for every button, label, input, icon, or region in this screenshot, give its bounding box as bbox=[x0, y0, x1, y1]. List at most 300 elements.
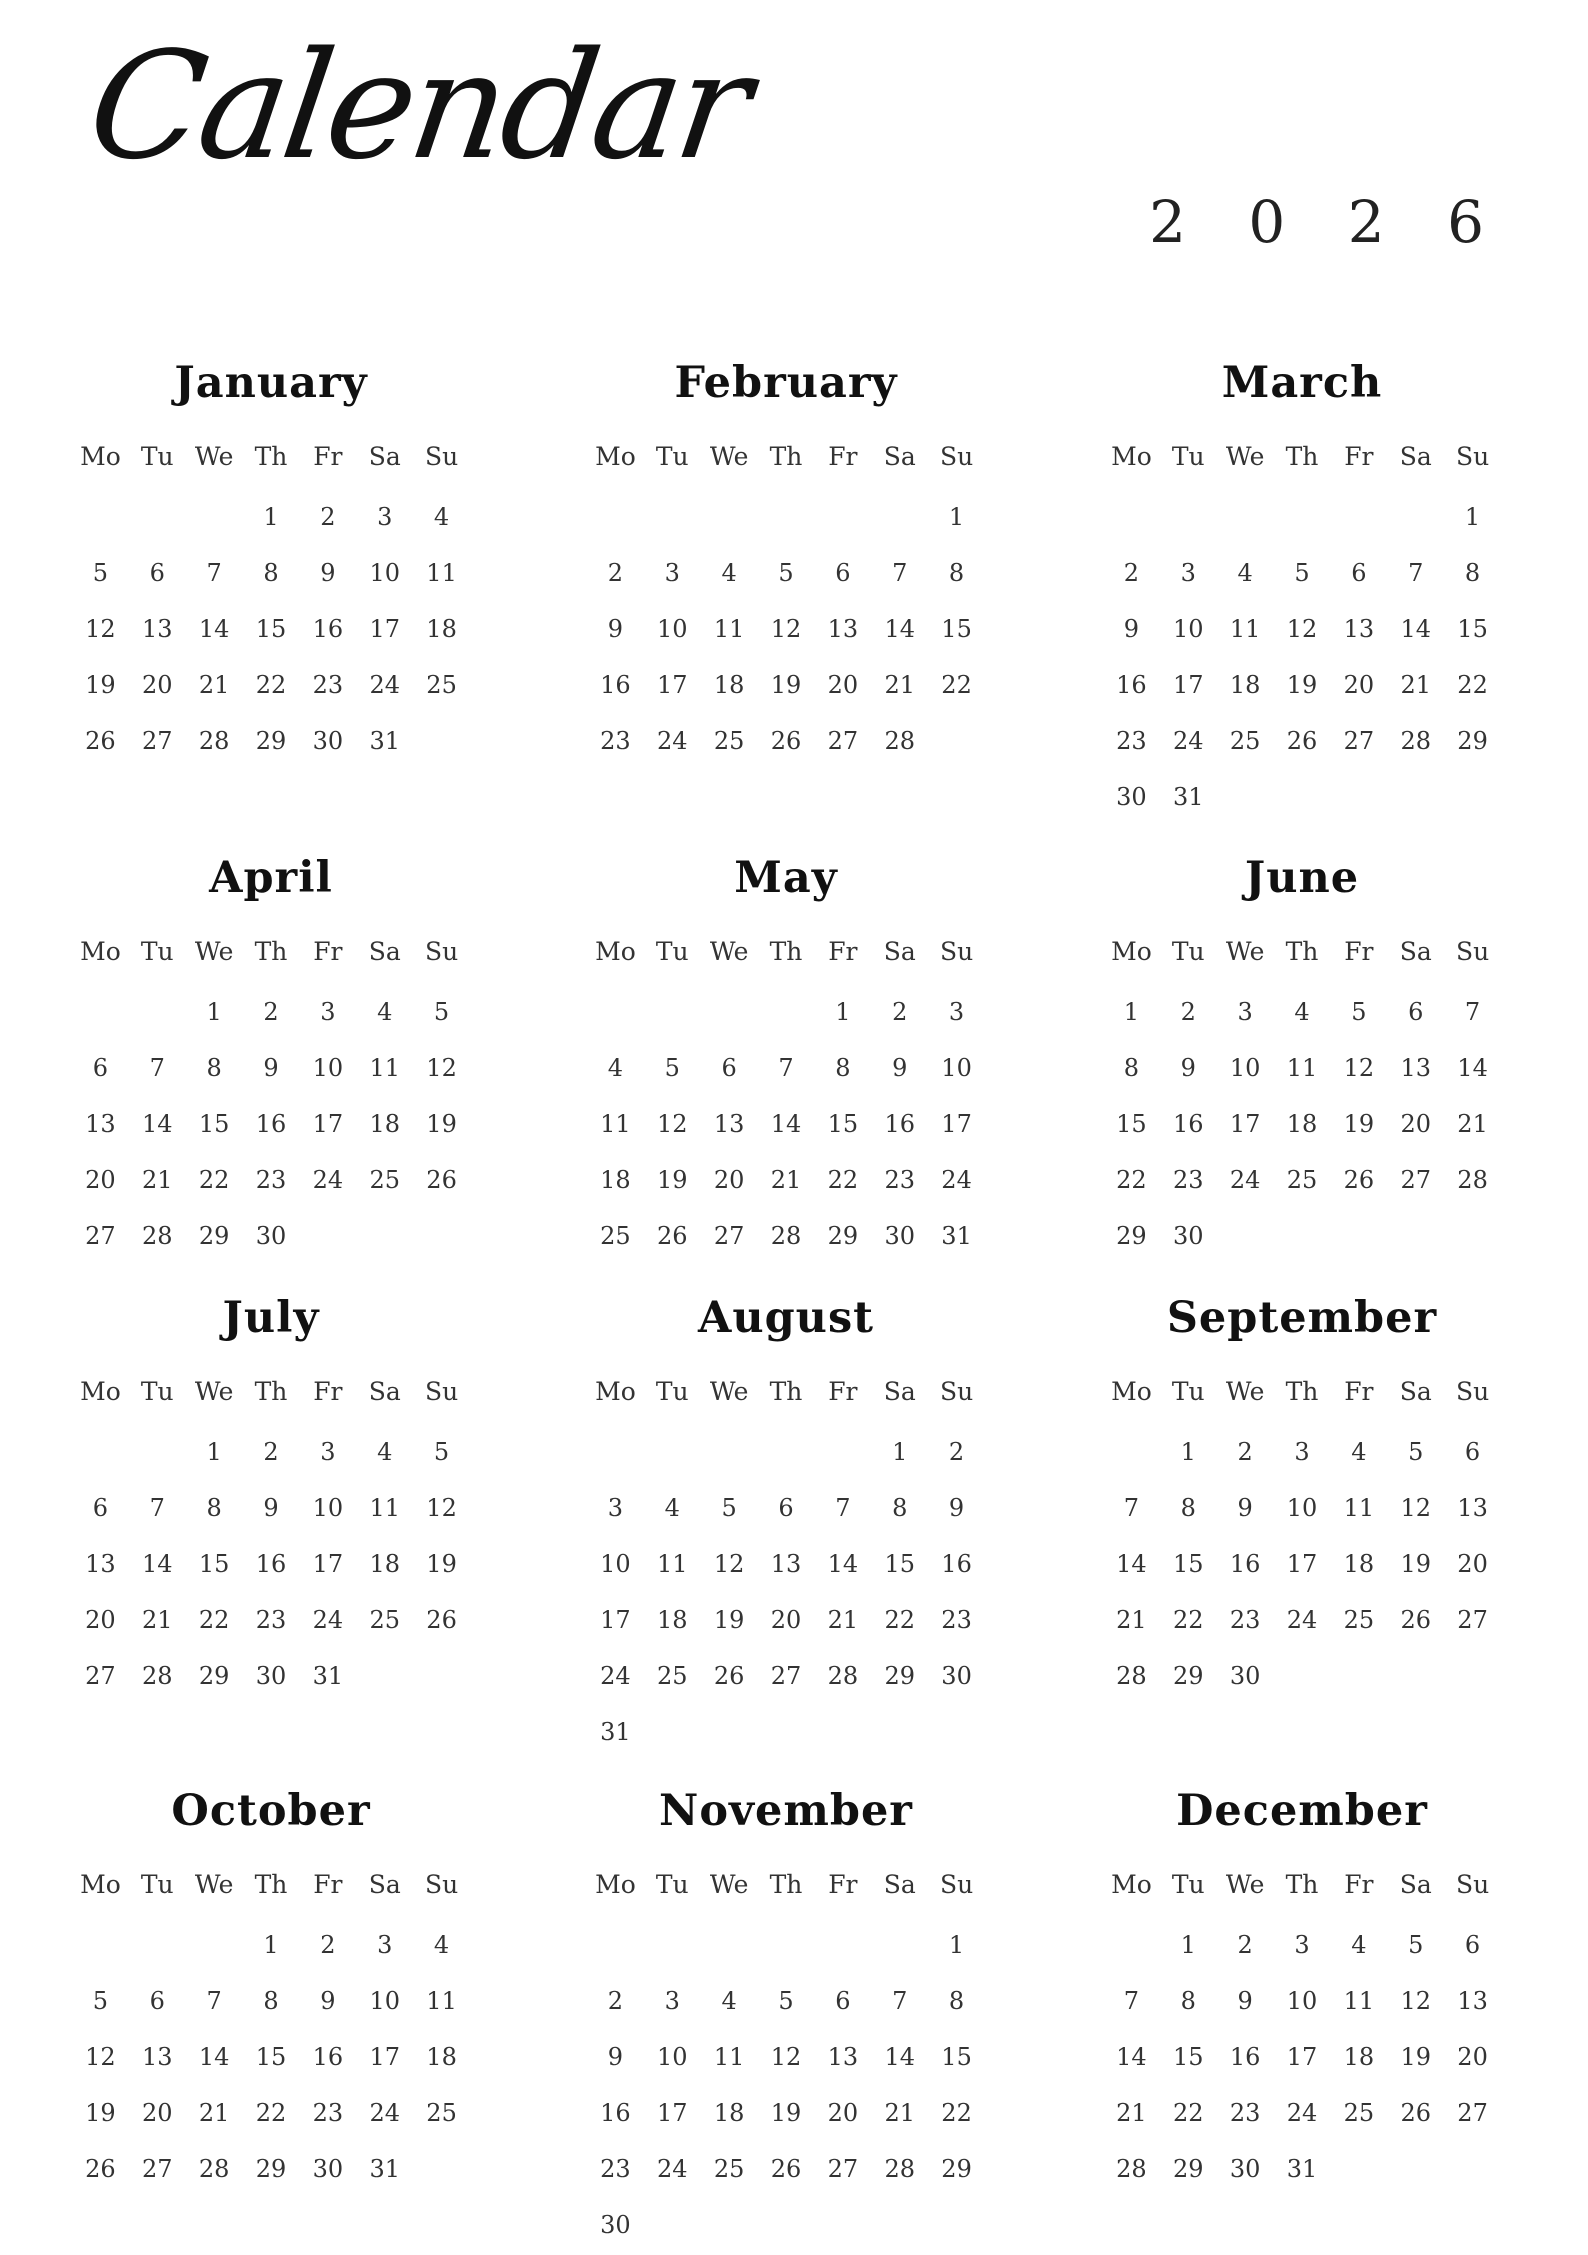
day-cell: 2 bbox=[607, 559, 624, 587]
day-cell: 3 bbox=[1180, 559, 1196, 587]
day-cell: 23 bbox=[600, 727, 631, 755]
day-cell: 29 bbox=[1116, 1222, 1147, 1250]
weekday-label: Mo bbox=[1111, 1870, 1152, 1899]
weekday-label: Sa bbox=[1399, 937, 1432, 966]
day-cell: 6 bbox=[835, 1987, 851, 2015]
day-cell: 2 bbox=[320, 503, 336, 531]
day-empty bbox=[758, 1424, 815, 1480]
day-cell: 4 bbox=[721, 1987, 737, 2015]
month-january bbox=[72, 355, 470, 769]
day-cell: 14 bbox=[198, 615, 230, 643]
day-grid bbox=[72, 1917, 470, 2197]
day-cell: 7 bbox=[149, 1054, 165, 1082]
day-cell: 19 bbox=[1400, 1550, 1431, 1578]
day-cell: 30 bbox=[312, 2155, 344, 2183]
day-empty bbox=[1103, 1917, 1160, 1973]
weekday-label: Th bbox=[1285, 1870, 1319, 1899]
day-cell: 22 bbox=[827, 1166, 859, 1194]
day-cell: 20 bbox=[1457, 1550, 1488, 1578]
weekday-label: We bbox=[194, 1870, 234, 1899]
day-cell: 23 bbox=[1229, 1606, 1261, 1634]
weekday-label: Mo bbox=[80, 1870, 121, 1899]
day-cell: 8 bbox=[892, 1494, 908, 1522]
day-cell: 26 bbox=[85, 727, 116, 755]
day-cell: 1 bbox=[206, 998, 222, 1026]
day-cell: 4 bbox=[607, 1054, 624, 1082]
day-empty bbox=[587, 489, 644, 545]
day-empty bbox=[129, 1424, 186, 1480]
day-cell: 20 bbox=[1400, 1110, 1431, 1138]
day-cell: 3 bbox=[320, 1438, 336, 1466]
day-cell: 4 bbox=[721, 559, 737, 587]
day-grid bbox=[587, 984, 985, 1264]
weekday-label: We bbox=[1225, 937, 1265, 966]
day-grid bbox=[587, 1917, 985, 2253]
day-cell: 11 bbox=[426, 1987, 457, 2015]
day-cell: 26 bbox=[657, 1222, 688, 1250]
day-cell: 30 bbox=[255, 1662, 287, 1690]
day-cell: 9 bbox=[320, 1987, 336, 2015]
weekday-label: Sa bbox=[368, 1377, 401, 1406]
day-cell: 25 bbox=[1229, 727, 1261, 755]
day-cell: 11 bbox=[1229, 615, 1261, 643]
month-name: December bbox=[1176, 1786, 1428, 1836]
day-cell: 5 bbox=[1351, 998, 1367, 1026]
month-september bbox=[1103, 1290, 1501, 1704]
weekday-label: Fr bbox=[828, 937, 858, 966]
day-cell: 24 bbox=[312, 1606, 344, 1634]
day-cell: 28 bbox=[198, 727, 230, 755]
day-cell: 13 bbox=[713, 1110, 745, 1138]
day-cell: 28 bbox=[884, 2155, 915, 2183]
weekday-label: Mo bbox=[595, 1870, 636, 1899]
day-cell: 4 bbox=[1351, 1931, 1367, 1959]
day-cell: 11 bbox=[657, 1550, 688, 1578]
day-cell: 4 bbox=[1351, 1438, 1367, 1466]
weekday-label: Th bbox=[1285, 442, 1319, 471]
day-cell: 7 bbox=[206, 1987, 222, 2015]
weekday-label: Fr bbox=[313, 937, 343, 966]
day-cell: 1 bbox=[263, 503, 279, 531]
weekday-label: Su bbox=[424, 442, 459, 471]
day-empty bbox=[1103, 489, 1160, 545]
weekday-header bbox=[72, 930, 470, 974]
day-cell: 14 bbox=[884, 2043, 915, 2071]
weekday-header bbox=[1103, 930, 1501, 974]
day-cell: 7 bbox=[1123, 1987, 1140, 2015]
day-cell: 6 bbox=[1351, 559, 1367, 587]
day-cell: 13 bbox=[1343, 615, 1375, 643]
day-cell: 21 bbox=[142, 1166, 173, 1194]
day-cell: 16 bbox=[1229, 2043, 1261, 2071]
day-cell: 13 bbox=[827, 615, 859, 643]
day-cell: 4 bbox=[377, 1438, 393, 1466]
day-cell: 5 bbox=[1408, 1931, 1424, 1959]
day-empty bbox=[814, 1917, 871, 1973]
weekday-label: Sa bbox=[368, 1870, 401, 1899]
day-cell: 14 bbox=[1116, 1550, 1147, 1578]
day-cell: 18 bbox=[713, 671, 745, 699]
day-cell: 20 bbox=[1457, 2043, 1488, 2071]
day-cell: 11 bbox=[713, 2043, 745, 2071]
day-empty bbox=[758, 1917, 815, 1973]
day-grid bbox=[1103, 1424, 1501, 1704]
day-cell: 2 bbox=[607, 1987, 624, 2015]
weekday-label: Tu bbox=[655, 1870, 689, 1899]
day-cell: 1 bbox=[1180, 1438, 1196, 1466]
weekday-label: Fr bbox=[313, 442, 343, 471]
day-cell: 29 bbox=[1173, 1662, 1204, 1690]
day-cell: 5 bbox=[433, 998, 450, 1026]
month-name: September bbox=[1166, 1293, 1438, 1343]
day-cell: 16 bbox=[312, 615, 344, 643]
day-cell: 2 bbox=[1180, 998, 1196, 1026]
day-cell: 11 bbox=[369, 1054, 400, 1082]
day-cell: 13 bbox=[1457, 1494, 1488, 1522]
day-cell: 5 bbox=[1294, 559, 1310, 587]
weekday-label: We bbox=[194, 1377, 234, 1406]
day-cell: 12 bbox=[85, 615, 116, 643]
day-cell: 11 bbox=[1343, 1494, 1375, 1522]
day-cell: 10 bbox=[657, 2043, 688, 2071]
day-empty bbox=[814, 489, 871, 545]
weekday-label: Fr bbox=[828, 1377, 858, 1406]
day-empty bbox=[129, 489, 186, 545]
day-cell: 17 bbox=[941, 1110, 972, 1138]
day-cell: 22 bbox=[198, 1606, 230, 1634]
day-cell: 3 bbox=[607, 1494, 624, 1522]
day-cell: 8 bbox=[263, 559, 279, 587]
day-cell: 1 bbox=[948, 1931, 965, 1959]
weekday-label: We bbox=[1225, 442, 1265, 471]
day-cell: 18 bbox=[369, 1550, 400, 1578]
day-cell: 6 bbox=[778, 1494, 794, 1522]
day-cell: 26 bbox=[85, 2155, 116, 2183]
day-cell: 3 bbox=[377, 503, 393, 531]
day-cell: 5 bbox=[92, 1987, 109, 2015]
day-cell: 12 bbox=[426, 1054, 457, 1082]
day-cell: 6 bbox=[835, 559, 851, 587]
day-cell: 30 bbox=[1229, 2155, 1261, 2183]
day-cell: 18 bbox=[600, 1166, 631, 1194]
day-cell: 9 bbox=[263, 1494, 279, 1522]
day-cell: 10 bbox=[941, 1054, 972, 1082]
day-cell: 15 bbox=[941, 2043, 972, 2071]
day-cell: 9 bbox=[320, 559, 336, 587]
weekday-label: Su bbox=[939, 1870, 974, 1899]
weekday-label: Mo bbox=[1111, 1377, 1152, 1406]
day-cell: 31 bbox=[369, 727, 400, 755]
day-cell: 5 bbox=[664, 1054, 680, 1082]
weekday-label: Fr bbox=[313, 1377, 343, 1406]
day-cell: 3 bbox=[1294, 1931, 1310, 1959]
day-cell: 23 bbox=[312, 2099, 344, 2127]
day-cell: 30 bbox=[1173, 1222, 1204, 1250]
day-cell: 22 bbox=[1116, 1166, 1147, 1194]
weekday-label: Mo bbox=[595, 937, 636, 966]
day-cell: 8 bbox=[1123, 1054, 1140, 1082]
weekday-label: We bbox=[709, 1870, 749, 1899]
weekday-label: Su bbox=[939, 1377, 974, 1406]
day-cell: 15 bbox=[884, 1550, 915, 1578]
day-cell: 8 bbox=[1180, 1987, 1196, 2015]
month-july bbox=[72, 1290, 470, 1704]
day-grid bbox=[1103, 1917, 1501, 2197]
day-empty bbox=[1330, 489, 1387, 545]
day-cell: 31 bbox=[1286, 2155, 1318, 2183]
day-cell: 26 bbox=[1400, 2099, 1431, 2127]
day-cell: 1 bbox=[1180, 1931, 1196, 1959]
day-cell: 12 bbox=[770, 2043, 802, 2071]
day-cell: 31 bbox=[369, 2155, 400, 2183]
day-cell: 23 bbox=[884, 1166, 915, 1194]
weekday-label: Tu bbox=[140, 1870, 174, 1899]
day-empty bbox=[186, 1917, 243, 1973]
weekday-label: Tu bbox=[655, 1377, 689, 1406]
day-cell: 11 bbox=[369, 1494, 400, 1522]
day-cell: 28 bbox=[142, 1662, 173, 1690]
weekday-label: Fr bbox=[313, 1870, 343, 1899]
weekday-label: Mo bbox=[80, 442, 121, 471]
day-cell: 3 bbox=[1237, 998, 1253, 1026]
month-march bbox=[1103, 355, 1501, 825]
weekday-label: Su bbox=[1455, 1377, 1490, 1406]
day-grid bbox=[1103, 489, 1501, 825]
day-cell: 25 bbox=[713, 2155, 745, 2183]
day-cell: 26 bbox=[1400, 1606, 1431, 1634]
month-may bbox=[587, 850, 985, 1264]
day-cell: 19 bbox=[713, 1606, 745, 1634]
day-cell: 22 bbox=[884, 1606, 915, 1634]
day-cell: 1 bbox=[263, 1931, 279, 1959]
month-name: July bbox=[222, 1293, 320, 1343]
day-cell: 29 bbox=[941, 2155, 972, 2183]
day-cell: 10 bbox=[312, 1054, 344, 1082]
day-cell: 12 bbox=[1400, 1494, 1431, 1522]
day-cell: 13 bbox=[142, 2043, 173, 2071]
day-cell: 11 bbox=[426, 559, 457, 587]
day-cell: 27 bbox=[770, 1662, 802, 1690]
day-cell: 4 bbox=[433, 1931, 450, 1959]
day-empty bbox=[72, 1917, 129, 1973]
day-cell: 31 bbox=[600, 1718, 631, 1746]
weekday-label: Tu bbox=[1171, 1377, 1205, 1406]
day-cell: 3 bbox=[377, 1931, 393, 1959]
day-cell: 24 bbox=[941, 1166, 972, 1194]
day-cell: 21 bbox=[827, 1606, 859, 1634]
day-cell: 23 bbox=[600, 2155, 631, 2183]
day-cell: 26 bbox=[713, 1662, 745, 1690]
day-cell: 30 bbox=[600, 2211, 631, 2239]
day-cell: 19 bbox=[426, 1110, 457, 1138]
day-cell: 9 bbox=[1180, 1054, 1196, 1082]
day-cell: 8 bbox=[263, 1987, 279, 2015]
day-cell: 22 bbox=[1457, 671, 1488, 699]
day-cell: 4 bbox=[1237, 559, 1253, 587]
day-cell: 6 bbox=[1464, 1438, 1481, 1466]
weekday-label: Su bbox=[939, 937, 974, 966]
day-cell: 9 bbox=[1237, 1987, 1253, 2015]
day-empty bbox=[1387, 489, 1444, 545]
day-cell: 29 bbox=[1457, 727, 1488, 755]
day-cell: 24 bbox=[369, 2099, 400, 2127]
month-november bbox=[587, 1783, 985, 2253]
day-cell: 2 bbox=[263, 1438, 279, 1466]
day-cell: 8 bbox=[835, 1054, 851, 1082]
day-cell: 9 bbox=[263, 1054, 279, 1082]
day-cell: 22 bbox=[1173, 1606, 1204, 1634]
day-cell: 31 bbox=[312, 1662, 344, 1690]
day-cell: 16 bbox=[941, 1550, 972, 1578]
day-cell: 9 bbox=[892, 1054, 908, 1082]
weekday-label: Th bbox=[254, 442, 288, 471]
day-cell: 3 bbox=[664, 559, 680, 587]
day-cell: 25 bbox=[426, 2099, 457, 2127]
day-grid bbox=[72, 984, 470, 1264]
day-cell: 13 bbox=[770, 1550, 802, 1578]
day-cell: 21 bbox=[198, 2099, 230, 2127]
day-cell: 23 bbox=[255, 1166, 287, 1194]
day-cell: 26 bbox=[426, 1166, 457, 1194]
weekday-label: Th bbox=[1285, 937, 1319, 966]
weekday-header bbox=[587, 930, 985, 974]
day-cell: 10 bbox=[369, 1987, 400, 2015]
day-empty bbox=[1274, 489, 1331, 545]
month-august bbox=[587, 1290, 985, 1760]
day-cell: 21 bbox=[1116, 1606, 1147, 1634]
weekday-label: Tu bbox=[1171, 442, 1205, 471]
day-cell: 17 bbox=[369, 615, 400, 643]
day-empty bbox=[701, 1424, 758, 1480]
weekday-label: Tu bbox=[140, 1377, 174, 1406]
day-cell: 19 bbox=[657, 1166, 688, 1194]
day-cell: 29 bbox=[255, 2155, 287, 2183]
day-cell: 11 bbox=[713, 615, 745, 643]
day-cell: 28 bbox=[198, 2155, 230, 2183]
day-cell: 19 bbox=[85, 2099, 116, 2127]
day-cell: 17 bbox=[600, 1606, 631, 1634]
day-empty bbox=[758, 984, 815, 1040]
day-cell: 21 bbox=[1457, 1110, 1488, 1138]
day-cell: 27 bbox=[713, 1222, 745, 1250]
weekday-label: Fr bbox=[1344, 1870, 1374, 1899]
weekday-label: Th bbox=[769, 1377, 803, 1406]
day-cell: 8 bbox=[206, 1054, 222, 1082]
weekday-label: Sa bbox=[883, 937, 916, 966]
day-cell: 22 bbox=[255, 671, 287, 699]
day-cell: 18 bbox=[369, 1110, 400, 1138]
day-cell: 5 bbox=[433, 1438, 450, 1466]
weekday-header bbox=[72, 1863, 470, 1907]
day-cell: 2 bbox=[1123, 559, 1140, 587]
day-cell: 7 bbox=[206, 559, 222, 587]
day-cell: 27 bbox=[142, 2155, 173, 2183]
day-cell: 10 bbox=[1286, 1494, 1318, 1522]
day-cell: 22 bbox=[198, 1166, 230, 1194]
month-april bbox=[72, 850, 470, 1264]
day-cell: 31 bbox=[941, 1222, 972, 1250]
day-cell: 26 bbox=[770, 727, 802, 755]
weekday-label: Su bbox=[1455, 442, 1490, 471]
day-empty bbox=[72, 1424, 129, 1480]
weekday-label: Tu bbox=[140, 937, 174, 966]
day-cell: 9 bbox=[607, 615, 624, 643]
day-cell: 14 bbox=[1457, 1054, 1488, 1082]
day-empty bbox=[72, 489, 129, 545]
weekday-label: Th bbox=[254, 937, 288, 966]
day-cell: 20 bbox=[85, 1606, 116, 1634]
weekday-label: Th bbox=[769, 1870, 803, 1899]
day-cell: 6 bbox=[1464, 1931, 1481, 1959]
day-cell: 27 bbox=[827, 2155, 859, 2183]
weekday-label: Mo bbox=[595, 442, 636, 471]
weekday-label: Sa bbox=[368, 937, 401, 966]
weekday-label: Fr bbox=[828, 1870, 858, 1899]
day-cell: 27 bbox=[1343, 727, 1375, 755]
day-empty bbox=[701, 1917, 758, 1973]
day-cell: 17 bbox=[369, 2043, 400, 2071]
day-cell: 11 bbox=[600, 1110, 631, 1138]
month-name: October bbox=[171, 1786, 371, 1836]
month-name: November bbox=[659, 1786, 913, 1836]
day-cell: 26 bbox=[770, 2155, 802, 2183]
day-cell: 8 bbox=[948, 1987, 965, 2015]
day-cell: 24 bbox=[600, 1662, 631, 1690]
day-cell: 6 bbox=[92, 1494, 109, 1522]
day-cell: 12 bbox=[770, 615, 802, 643]
weekday-header bbox=[587, 435, 985, 479]
day-cell: 24 bbox=[1286, 1606, 1318, 1634]
day-cell: 21 bbox=[142, 1606, 173, 1634]
day-cell: 21 bbox=[770, 1166, 802, 1194]
day-cell: 22 bbox=[255, 2099, 287, 2127]
weekday-label: Mo bbox=[595, 1377, 636, 1406]
day-cell: 16 bbox=[600, 2099, 631, 2127]
month-name: May bbox=[734, 853, 838, 903]
weekday-label: Fr bbox=[828, 442, 858, 471]
weekday-label: Th bbox=[254, 1377, 288, 1406]
day-empty bbox=[129, 984, 186, 1040]
weekday-label: Sa bbox=[1399, 442, 1432, 471]
day-cell: 22 bbox=[941, 671, 972, 699]
weekday-label: Th bbox=[254, 1870, 288, 1899]
day-cell: 30 bbox=[255, 1222, 287, 1250]
weekday-label: Th bbox=[769, 442, 803, 471]
day-cell: 15 bbox=[1116, 1110, 1147, 1138]
day-cell: 14 bbox=[1400, 615, 1431, 643]
day-cell: 10 bbox=[1286, 1987, 1318, 2015]
day-cell: 7 bbox=[892, 1987, 908, 2015]
day-cell: 16 bbox=[255, 1110, 287, 1138]
day-cell: 4 bbox=[664, 1494, 680, 1522]
day-cell: 24 bbox=[657, 727, 688, 755]
day-cell: 15 bbox=[1173, 1550, 1204, 1578]
day-cell: 12 bbox=[713, 1550, 745, 1578]
day-cell: 29 bbox=[884, 1662, 915, 1690]
day-cell: 29 bbox=[198, 1662, 230, 1690]
weekday-label: Mo bbox=[80, 1377, 121, 1406]
day-cell: 28 bbox=[884, 727, 915, 755]
day-cell: 28 bbox=[142, 1222, 173, 1250]
day-cell: 1 bbox=[835, 998, 851, 1026]
day-cell: 27 bbox=[827, 727, 859, 755]
day-cell: 29 bbox=[255, 727, 287, 755]
day-empty bbox=[587, 1917, 644, 1973]
day-cell: 30 bbox=[941, 1662, 972, 1690]
weekday-label: We bbox=[709, 937, 749, 966]
day-cell: 20 bbox=[142, 671, 173, 699]
day-cell: 18 bbox=[426, 2043, 457, 2071]
